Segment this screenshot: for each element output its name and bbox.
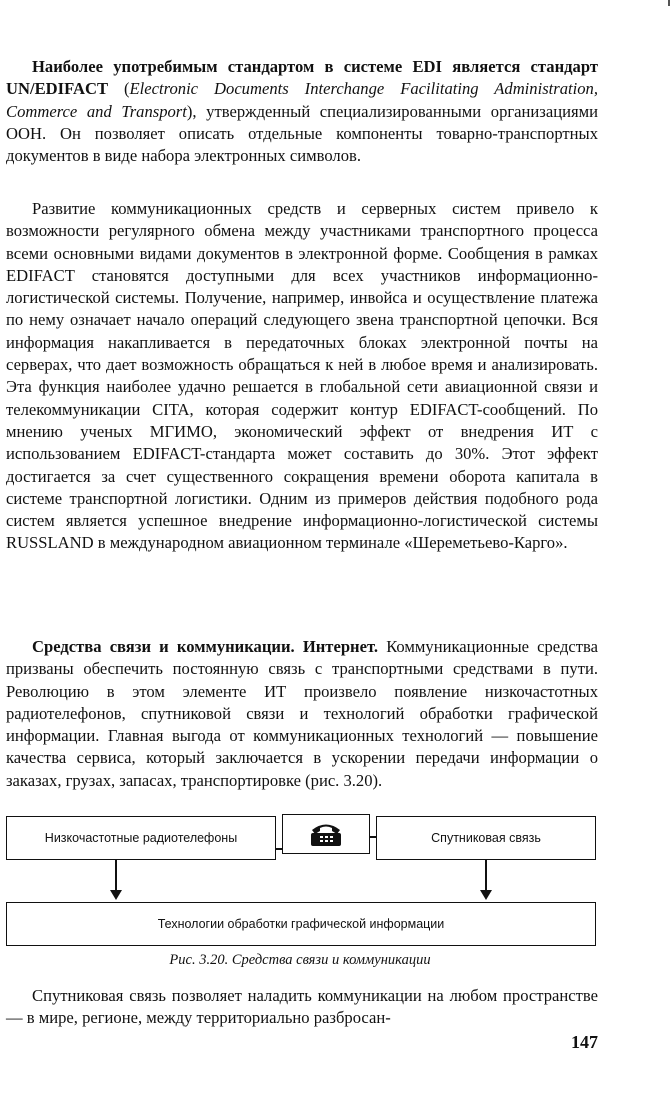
figure-communication-diagram bbox=[0, 806, 672, 980]
connector-line bbox=[370, 836, 376, 838]
paragraph-satellite bbox=[6, 985, 598, 1030]
paragraph-communication-means bbox=[6, 636, 598, 792]
box-label: Спутниковая связь bbox=[431, 831, 541, 845]
connector-line bbox=[115, 860, 117, 890]
arrow-down-icon bbox=[110, 890, 122, 900]
box-telephone bbox=[282, 814, 370, 854]
box-low-frequency-radiotelephones bbox=[6, 816, 276, 860]
paragraph-bold-lead: Наиболее употребимым стандартом в системе EDI является стандарт UN/EDIFACT bbox=[6, 57, 598, 99]
paragraph-text: ), утвержденный специализированными организациями ООН. Он позволяет описать отдельные компоненты товарно-транспортных документов в виде набора электронных символов. bbox=[6, 101, 598, 166]
box-satellite-communication bbox=[376, 816, 596, 860]
paragraph-communication-development bbox=[6, 198, 598, 555]
paragraph-text: Коммуникационные средства призваны обеспечить постоянную связь с транспортными средствами в пути. Революцию в этом элементе ИТ произвело появление низкочастотных радиотелефонов, спутниковой связи и технологий обработки графической информации. Главная выгода от коммуникационных технологий — повышение качества сервиса, который заключается в ускорении передачи информации о заказах, грузах, запасах, транспортировке (рис. 3.20). bbox=[6, 637, 598, 790]
connector-line bbox=[276, 848, 282, 850]
figure-caption: Рис. 3.20. Средства связи и коммуникации bbox=[169, 952, 431, 968]
connector-line bbox=[485, 860, 487, 890]
page-edge-mark bbox=[668, 0, 670, 6]
paragraph-text: Развитие коммуникационных средств и серверных систем привело к возможности регулярного обмена между участниками транспортного процесса всеми основными видами документов в электронной форме. Сообщения в рамках EDIFACT становятся доступными для всех участников информационно-логистической системы. Получение, например, инвойса и осуществление платежа по нему означает начало операций следующего звена транспортной цепочки. Вся информация накапливается в передаточных блоках электронной почты на серверах, что дает возможность обращаться к ней в любое время и анализировать. Эта функция наиболее удачно решается в глобальной сети авиационной связи и телекоммуникации CITA, которая содержит контур EDIFACT-сообщений. По мнению ученых МГИМО, экономический эффект от внедрения ИТ с использованием EDIFACT-стандарта может составить до 30%. Этот эффект достигается за счет существенного сокращения времени оборота капитала в системе транспортной логистики. Одним из примеров действия подобного рода систем является успешное внедрение информационно-логистической системы RUSSLAND в международном авиационном терминале «Шереметьево-Карго». bbox=[6, 199, 598, 553]
section-heading: Средства связи и коммуникации. Интернет. bbox=[32, 637, 379, 656]
box-graphic-information-processing bbox=[6, 902, 596, 946]
box-label: Технологии обработки графической информации bbox=[157, 917, 445, 931]
box-label: Низкочастотные радиотелефоны bbox=[44, 831, 238, 845]
paragraph-text: Спутниковая связь позволяет наладить коммуникации на любом пространстве — в мире, регионе, между территориально разбросан- bbox=[6, 986, 598, 1028]
arrow-down-icon bbox=[480, 890, 492, 900]
paragraph-italic-term: Electronic Documents Interchange Facilitating Administration, Commerce and Transport bbox=[6, 79, 598, 121]
telephone-icon bbox=[309, 821, 343, 847]
paragraph-edi-standard bbox=[6, 56, 598, 167]
paragraph-text: ( bbox=[108, 79, 130, 99]
page-number: 147 bbox=[571, 1032, 598, 1052]
